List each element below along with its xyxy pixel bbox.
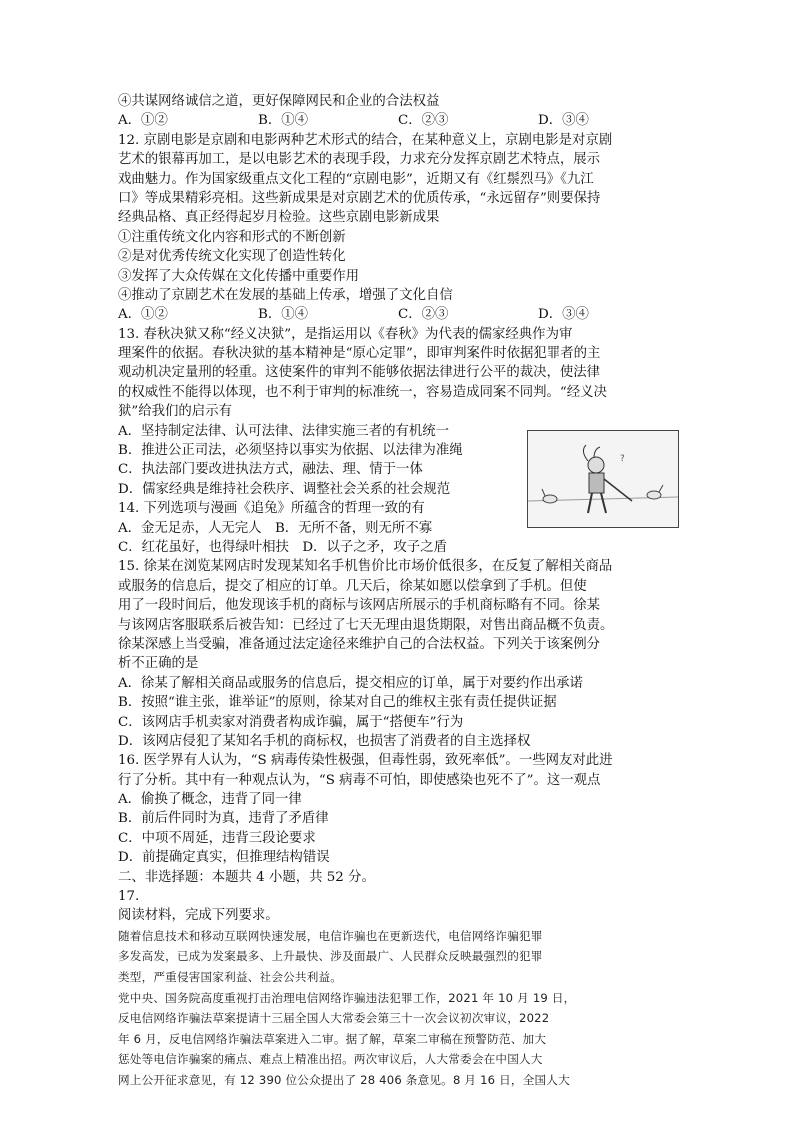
q15-stem-line: 15. 徐某在浏览某网店时发现某知名手机售价比市场价低很多，在反复了解相关商品 — [118, 559, 613, 575]
q12-item-3: ③发挥了大众传媒在文化传播中重要作用 — [118, 268, 360, 284]
q13-option-d[interactable]: D．儒家经典是维持社会秩序、调整社会关系的社会规范 — [118, 481, 451, 497]
rabbit-chase-cartoon — [527, 430, 679, 528]
material-line: 惩处等电信诈骗案的痛点、难点上精准出招。两次审议后，人大常委会在中国人大 — [118, 1052, 543, 1067]
q13-option-a[interactable]: A．坚持制定法律、认可法律、法律实施三者的有机统一 — [118, 423, 450, 439]
svg-text:?: ? — [620, 454, 625, 464]
q15-option-d[interactable]: D．该网店侵犯了某知名手机的商标权，也损害了消费者的自主选择权 — [118, 733, 531, 749]
material-line: 类型，严重侵害国家利益、社会公共利益。 — [118, 969, 343, 984]
material-line: 网上公开征求意见，有 12 390 位公众提出了 28 406 条意见。8 月 16 日，全国人大 — [118, 1072, 570, 1087]
q14-options-ab[interactable]: A．金无足赤，人无完人 B．无所不备，则无所不寡 — [118, 520, 433, 536]
q11-options — [118, 111, 678, 130]
q15-option-a[interactable]: A．徐某了解相关商品或服务的信息后，提交相应的订单，属于对要约作出承诺 — [118, 675, 583, 691]
cartoon-drawing — [528, 431, 678, 527]
q15-stem-line: 或服务的信息后，提交了相应的订单。几天后，徐某如愿以偿拿到了手机。但使 — [118, 578, 587, 594]
q15-stem-line: 与该网店客服联系后被告知：已经过了七天无理由退货期限，对售出商品概不负责。 — [118, 617, 614, 633]
q17-intro: 阅读材料，完成下列要求。 — [118, 908, 279, 924]
q12-stem-line: 艺术的银幕再加工，是以电影艺术的表现手段，力求充分发挥京剧艺术特点，展示 — [118, 152, 601, 168]
material-line: 反电信网络诈骗法草案提请十三届全国人大常委会第三十一次会议初次审议，2022 — [118, 1011, 550, 1026]
q16-option-b[interactable]: B．前后件同时为真，违背了矛盾律 — [118, 811, 329, 827]
q17-number: 17. — [118, 889, 140, 905]
q11-option-b[interactable]: B．①④ — [258, 113, 309, 129]
q13-option-c[interactable]: C．执法部门要改进执法方式，融法、理、情于一体 — [118, 462, 423, 478]
material-line: 年 6 月，反电信网络诈骗法草案进入二审。据了解，草案二审稿在预警防范、加大 — [118, 1031, 547, 1046]
q12-options — [118, 305, 678, 324]
q14-stem: 14. 下列选项与漫画《追兔》所蕴含的哲理一致的有 — [118, 501, 425, 517]
q13-stem-line: 13. 春秋决狱又称“经义决狱”，是指运用以《春秋》为代表的儒家经典作为审 — [118, 326, 573, 342]
q12-stem-line: 12. 京剧电影是京剧和电影两种艺术形式的结合，在某种意义上，京剧电影是对京剧 — [118, 132, 613, 148]
q11-option-a[interactable]: A．①② — [118, 113, 168, 129]
q15-stem-line: 用了一段时间后，他发现该手机的商标与该网店所展示的手机商标略有不同。徐某 — [118, 598, 601, 614]
q16-option-d[interactable]: D．前提确定真实，但推理结构错误 — [118, 850, 330, 866]
q13-stem-line: 的权威性不能得以体现，也不利于审判的标准统一，容易造成同案不同判。“经义决 — [118, 384, 607, 400]
q11-item-4: ④共谋网络诚信之道，更好保障网民和企业的合法权益 — [118, 94, 440, 109]
q12-stem-line: 戏曲魅力。作为国家级重点文化工程的“京剧电影”，近期又有《红鬃烈马》《九江 — [118, 171, 594, 187]
q15-option-b[interactable]: B．按照“谁主张，谁举证”的原则，徐某对自己的维权主张有责任提供证据 — [118, 695, 557, 711]
q12-option-b[interactable]: B．①④ — [258, 307, 309, 323]
q15-option-c[interactable]: C．该网店手机卖家对消费者构成诈骗，属于“搭便车”行为 — [118, 714, 464, 730]
q16-stem-line: 16. 医学界有人认为，“S 病毒传染性极强，但毒性弱，致死率低”。一些网友对此进 — [118, 753, 613, 769]
q13-option-b[interactable]: B．推进公正司法，必须坚持以事实为依据、以法律为准绳 — [118, 443, 463, 459]
material-line: 多发高发，已成为发案最多、上升最快、涉及面最广、人民群众反映最强烈的犯罪 — [118, 949, 543, 964]
q12-item-1: ①注重传统文化内容和形式的不断创新 — [118, 229, 346, 245]
material-line: 党中央、国务院高度重视打击治理电信网络诈骗违法犯罪工作，2021 年 10 月 19 日， — [118, 990, 576, 1005]
q13-stem-line: 狱”给我们的启示有 — [118, 404, 232, 420]
q16-option-a[interactable]: A．偷换了概念，违背了同一律 — [118, 792, 302, 808]
q16-option-c[interactable]: C．中项不周延，违背三段论要求 — [118, 830, 316, 846]
q12-option-a[interactable]: A．①② — [118, 307, 168, 323]
q12-stem-line: 经典品格、真正经得起岁月检验。这些京剧电影新成果 — [118, 210, 440, 226]
q13-stem-line: 理案件的依据。春秋决狱的基本精神是“原心定罪”，即审判案件时依据犯罪者的主 — [118, 346, 601, 362]
q12-item-2: ②是对优秀传统文化实现了创造性转化 — [118, 249, 346, 265]
q12-option-d[interactable]: D．③④ — [538, 307, 589, 323]
q15-stem-line: 徐某深感上当受骗，准备通过法定途径来维护自己的合法权益。下列关于该案例分 — [118, 636, 601, 652]
q12-stem-line: 口》等成果精彩亮相。这些新成果是对京剧艺术的优质传承，“永远留存”则要保持 — [118, 190, 601, 206]
q14-options-cd[interactable]: C．红花虽好，也得绿叶相扶 D．以子之矛，攻子之盾 — [118, 539, 447, 555]
q12-item-4: ④推动了京剧艺术在发展的基础上传承，增强了文化自信 — [118, 287, 453, 303]
q12-option-c[interactable]: C．②③ — [398, 307, 449, 323]
section-2-heading: 二、非选择题：本题共 4 小题，共 52 分。 — [118, 869, 375, 885]
q13-stem-line: 观动机决定量刑的轻重。这使案件的审判不能够依据法律进行公平的裁决，使法律 — [118, 365, 601, 381]
exam-page — [118, 92, 678, 1091]
q11-option-c[interactable]: C．②③ — [398, 113, 449, 129]
q15-stem-line: 析不正确的是 — [118, 656, 199, 672]
q11-option-d[interactable]: D．③④ — [538, 113, 589, 129]
material-line: 随着信息技术和移动互联网快速发展，电信诈骗也在更新迭代，电信网络诈骗犯罪 — [118, 928, 543, 943]
q16-stem-line: 行了分析。其中有一种观点认为，“S 病毒不可怕，即使感染也死不了”。这一观点 — [118, 772, 601, 788]
